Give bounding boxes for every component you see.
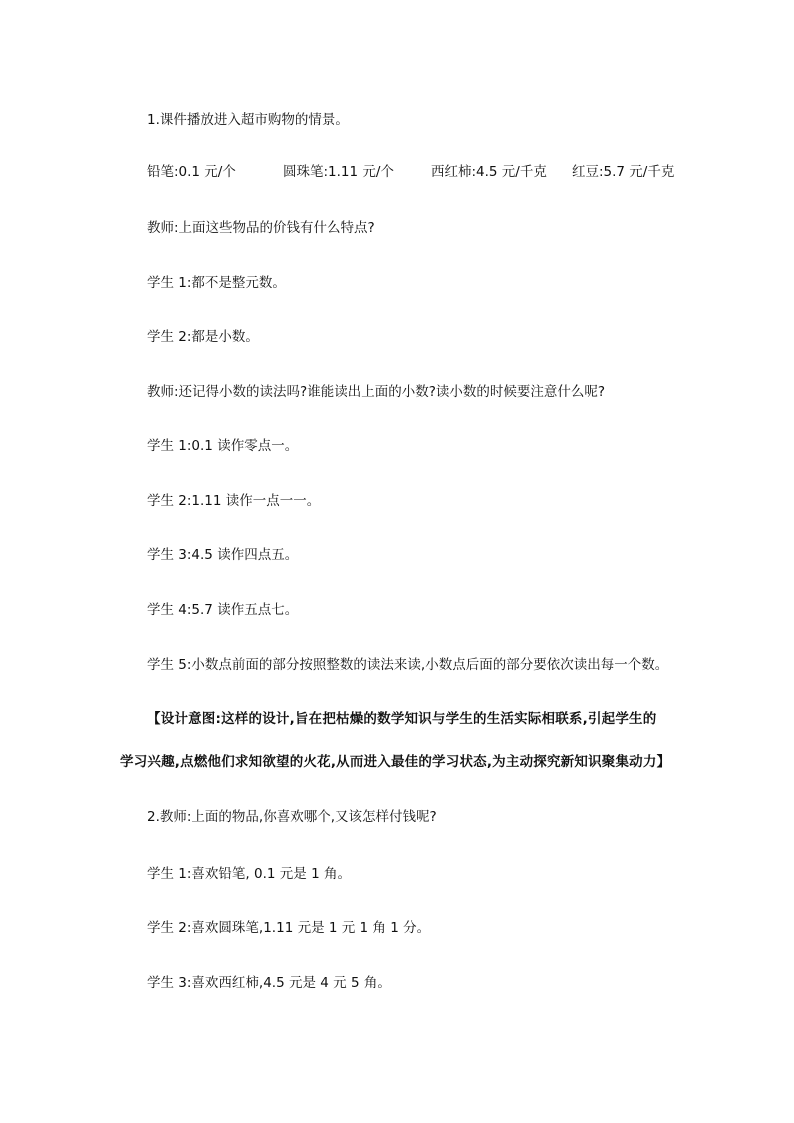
- teacher-question-1: 教师:上面这些物品的价钱有什么特点?: [147, 220, 375, 236]
- price-tomato: 西红柿:4.5 元/千克: [431, 164, 547, 180]
- student-answer-1: 学生 1:都不是整元数。: [147, 275, 286, 291]
- price-ballpoint-pen: 圆珠笔:1.11 元/个: [283, 164, 394, 180]
- student-answer-2: 学生 2:都是小数。: [147, 329, 259, 345]
- student-payment-1: 学生 1:喜欢铅笔, 0.1 元是 1 角。: [147, 866, 351, 882]
- teacher-question-3: 2.教师:上面的物品,你喜欢哪个,又该怎样付钱呢?: [147, 809, 437, 825]
- student-payment-2: 学生 2:喜欢圆珠笔,1.11 元是 1 元 1 角 1 分。: [147, 920, 431, 936]
- paragraph-intro: 1.课件播放进入超市购物的情景。: [147, 112, 349, 128]
- student-reading-5: 学生 5:小数点前面的部分按照整数的读法来读,小数点后面的部分要依次读出每一个数。: [147, 657, 669, 673]
- student-reading-1: 学生 1:0.1 读作零点一。: [147, 438, 299, 454]
- teacher-question-2: 教师:还记得小数的读法吗?谁能读出上面的小数?读小数的时候要注意什么呢?: [147, 384, 606, 400]
- price-red-bean: 红豆:5.7 元/千克: [572, 164, 675, 180]
- student-reading-4: 学生 4:5.7 读作五点七。: [147, 602, 299, 618]
- price-pencil: 铅笔:0.1 元/个: [147, 164, 236, 180]
- student-reading-2: 学生 2:1.11 读作一点一一。: [147, 493, 321, 509]
- design-note-line-1: 【设计意图:这样的设计,旨在把枯燥的数学知识与学生的生活实际相联系,引起学生的: [147, 711, 657, 727]
- student-reading-3: 学生 3:4.5 读作四点五。: [147, 547, 299, 563]
- price-list: [147, 163, 687, 183]
- design-note-line-2: 学习兴趣,点燃他们求知欲望的火花,从而进入最佳的学习状态,为主动探究新知识聚集动力】: [120, 754, 671, 770]
- student-payment-3: 学生 3:喜欢西红柿,4.5 元是 4 元 5 角。: [147, 975, 391, 991]
